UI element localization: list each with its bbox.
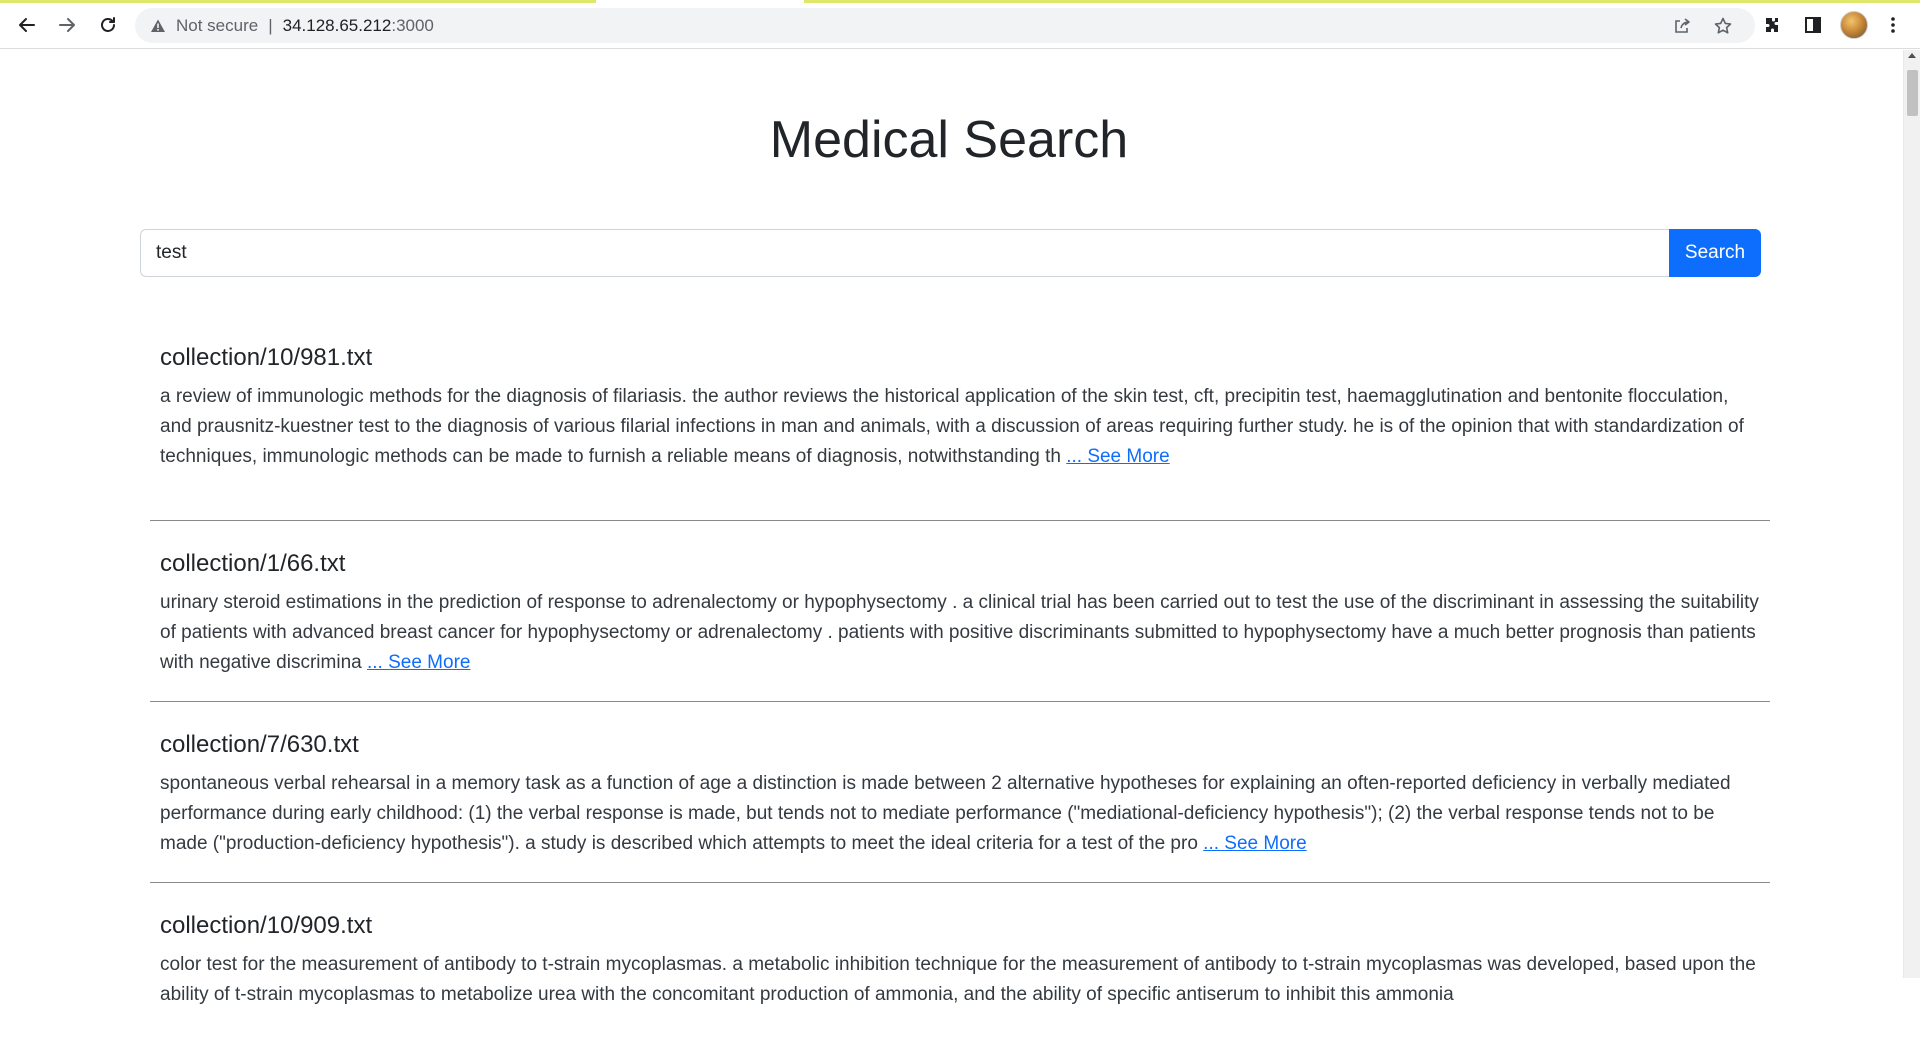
result-snippet: [160, 950, 1760, 1010]
result-snippet-text: spontaneous verbal rehearsal in a memory task as a function of age a distinction is made between 2 alternative hypotheses for explaining an often-reported deficiency in verbally mediated performance during early childhood: (1) the verbal response is made, but tends not to mediate performance ("mediational-deficiency hypothesis"); (2) the verbal response tends not to be made ("production-deficiency hypothesis"). a study is described which attempts to meet the ideal criteria for a test of the pro: [160, 773, 1731, 854]
reload-icon: [98, 15, 118, 35]
separator: |: [268, 15, 273, 35]
reload-button[interactable]: [93, 10, 123, 40]
result-snippet: [160, 769, 1760, 859]
page-title: Medical Search: [769, 111, 1129, 169]
url-host[interactable]: 34.128.65.212: [282, 15, 392, 35]
tab-strip-highlight: [804, 0, 1920, 3]
result-snippet: [160, 382, 1760, 472]
see-more-link[interactable]: ... See More: [366, 652, 471, 673]
result-item: [150, 521, 1770, 702]
result-item: [150, 883, 1770, 1064]
side-panel-icon[interactable]: [1800, 12, 1826, 38]
menu-icon[interactable]: [1880, 12, 1906, 38]
see-more-link[interactable]: ... See More: [1066, 446, 1170, 467]
result-snippet-text: urinary steroid estimations in the prediction of response to adrenalectomy or hypophysectomy . a clinical trial has been carried out to test the use of the discriminant in assessing the suitability of patients with advanced breast cancer for hypophysectomy or adrenalectomy . patients with positive discriminants submitted to hypophysectomy have a much better prognosis than patients with negative discrimina: [160, 592, 1759, 673]
result-snippet: [160, 588, 1760, 678]
result-item: [150, 702, 1770, 883]
forward-icon: [57, 15, 77, 35]
star-icon[interactable]: [1711, 14, 1735, 38]
result-title: collection/1/66.txt: [160, 550, 346, 577]
page-content: [0, 50, 1903, 1005]
back-button[interactable]: [12, 10, 42, 40]
address-bar[interactable]: [135, 8, 1755, 43]
url-port[interactable]: :3000: [391, 15, 434, 35]
scrollbar-thumb[interactable]: [1907, 70, 1918, 116]
avatar[interactable]: [1840, 11, 1868, 39]
results-list: [150, 340, 1770, 1064]
tab-strip-highlight: [0, 0, 596, 3]
scroll-up-arrow[interactable]: [1908, 53, 1916, 58]
result-snippet-text: a review of immunologic methods for the diagnosis of filariasis. the author reviews the historical application of the skin test, cft, precipitin test, haemagglutination and bentonite flocculation, and prausnitz-kuestner test to the diagnosis of various filarial infections in man and animals, with a discussion of areas requiring further study. he is of the opinion that with standardization of techniques, immunologic methods can be made to furnish a reliable means of diagnosis, notwithstanding th: [160, 386, 1744, 467]
result-title: collection/10/981.txt: [160, 344, 373, 371]
result-snippet-text: color test for the measurement of antibody to t-strain mycoplasmas. a metabolic inhibition technique for the measurement of antibody to t-strain mycoplasmas was developed, based upon the ability of t-strain mycoplasmas to metabolize urea with the concomitant production of ammonia, and the ability of specific antiserum to inhibit this ammonia: [160, 954, 1756, 1005]
result-title: collection/10/909.txt: [160, 912, 373, 939]
scrollbar[interactable]: [1903, 50, 1920, 978]
search-button[interactable]: Search: [1669, 229, 1761, 277]
browser-toolbar: [0, 0, 1920, 49]
share-icon[interactable]: [1670, 14, 1694, 38]
search-form: [140, 229, 1761, 277]
result-item: [150, 340, 1770, 521]
security-label[interactable]: Not secure: [176, 15, 259, 35]
search-input[interactable]: [140, 229, 1669, 277]
warning-icon[interactable]: [150, 18, 166, 34]
result-title: collection/7/630.txt: [160, 731, 359, 758]
back-icon: [17, 15, 37, 35]
forward-button[interactable]: [52, 10, 82, 40]
see-more-link[interactable]: ... See More: [1203, 833, 1307, 854]
extensions-icon[interactable]: [1759, 12, 1785, 38]
